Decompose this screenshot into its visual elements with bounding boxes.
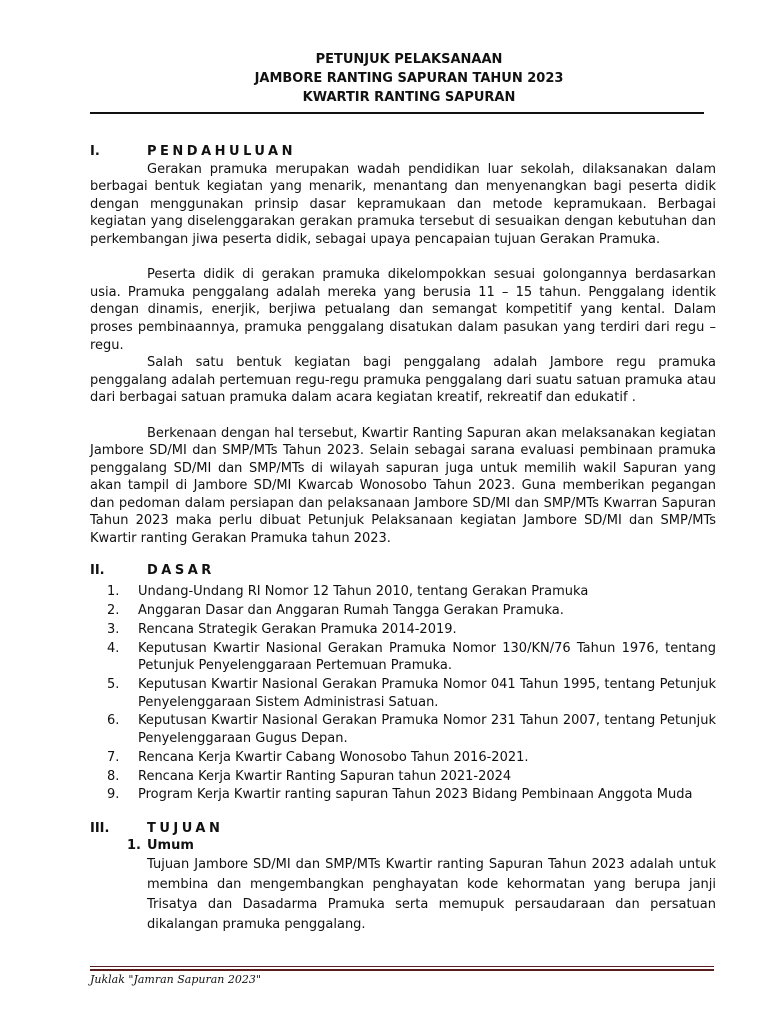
- list-item-text: Rencana Strategik Gerakan Pramuka 2014-2019.: [138, 621, 457, 637]
- title-line-3: KWARTIR RANTING SAPURAN: [302, 90, 516, 105]
- list-item-text: Program Kerja Kwartir ranting sapuran Tahun 2023 Bidang Pembinaan Anggota Muda: [138, 787, 693, 803]
- section-heading-pendahuluan: [90, 143, 716, 161]
- legal-basis-list: [90, 583, 716, 804]
- paragraph: Berkenaan dengan hal tersebut, Kwartir Ranting Sapuran akan melaksanakan kegiatan Jambore SD/MI dan SMP/MTs Tahun 2023. Selain sebagai sarana evaluasi pembinaan pramuka penggalang SD/MI dan SMP/MTs di wilayah sapuran juga untuk memilih wakil Sapuran yang akan tampil di Jambore SD/MI Kwarcab Wonosobo Tahun 2023. Guna memberikan pegangan dan pedoman dalam persiapan dan pelaksanaan Jambore SD/MI dan SMP/MTs Kwarran Sapuran Tahun 2023 maka perlu dibuat Petunjuk Pelaksanaan kegiatan Jambore SD/MI dan SMP/MTs Kwartir ranting Gerakan Pramuka tahun 2023.: [90, 425, 716, 547]
- paragraph: Salah satu bentuk kegiatan bagi penggalang adalah Jambore regu pramuka penggalang adalah pertemuan regu-regu pramuka penggalang dari suatu satuan pramuka atau dari berbagai satuan pramuka dalam acara kegiatan kreatif, rekreatif dan edukatif .: [90, 355, 716, 406]
- list-item-text: Undang-Undang RI Nomor 12 Tahun 2010, tentang Gerakan Pramuka: [138, 584, 589, 600]
- document-title: [0, 50, 768, 107]
- title-line-1: PETUNJUK PELAKSANAAN: [315, 52, 503, 67]
- list-item-text: Rencana Kerja Kwartir Cabang Wonosobo Tahun 2016-2021.: [138, 749, 529, 765]
- paragraph: Gerakan pramuka merupakan wadah pendidikan luar sekolah, dilaksanakan dalam berbagai bentuk kegiatan yang menarik, menantang dan menyenangkan bagi peserta didik dengan menggunakan prinsip dasar kepramukaan dan metode kepramukaan. Berbagai kegiatan yang diselenggarakan gerakan pramuka tersebut di sesuaikan dengan kebutuhan dan perkembangan jiwa peserta didik, sebagai upaya pencapaian tujuan Gerakan Pramuka.: [90, 161, 716, 247]
- list-item-number: 7.: [107, 749, 120, 765]
- list-item-number: 6.: [107, 713, 120, 729]
- list-item: [90, 786, 716, 804]
- list-item-number: 4.: [107, 640, 120, 656]
- list-item-text: Rencana Kerja Kwartir Ranting Sapuran tahun 2021-2024: [138, 768, 512, 784]
- footer-rule-thin: [90, 966, 714, 967]
- list-item: [90, 749, 716, 767]
- list-item-number: 3.: [107, 621, 120, 637]
- list-item: [90, 768, 716, 786]
- title-line-2: JAMBORE RANTING SAPURAN TAHUN 2023: [254, 71, 564, 86]
- section-number: II.: [90, 562, 105, 578]
- footer-label: Juklak "Jamran Sapuran 2023": [90, 973, 261, 986]
- document-body: [90, 143, 716, 935]
- section-heading-tujuan: [90, 820, 716, 838]
- section-heading-dasar: [90, 562, 716, 580]
- subsection-heading-umum: [90, 837, 716, 855]
- list-item-text: Keputusan Kwartir Nasional Gerakan Pramuka Nomor 041 Tahun 1995, tentang Petunjuk Penyelenggaraan Sistem Administrasi Satuan.: [138, 676, 716, 710]
- list-item-number: 9.: [107, 787, 120, 803]
- list-item-number: 5.: [107, 676, 120, 692]
- list-item-text: Keputusan Kwartir Nasional Gerakan Pramuka Nomor 130/KN/76 Tahun 1976, tentang Petunjuk Penyelenggaraan Pertemuan Pramuka.: [138, 640, 716, 674]
- list-item: [90, 640, 716, 675]
- paragraph: Peserta didik di gerakan pramuka dikelompokkan sesuai golongannya berdasarkan usia. Pramuka penggalang adalah mereka yang berusia 11 – 15 tahun. Penggalang identik dengan dinamis, enerjik, berjiwa petualang dan semangat kompetitif yang kental. Dalam proses pembinaannya, pramuka penggalang disatukan dalam pasukan yang terdiri dari regu – regu.: [90, 267, 716, 353]
- title-divider: [90, 112, 704, 114]
- list-item-text: Keputusan Kwartir Nasional Gerakan Pramuka Nomor 231 Tahun 2007, tentang Petunjuk Penyelenggaraan Gugus Depan.: [138, 713, 716, 746]
- subsection-number: 1.: [127, 838, 141, 854]
- paragraph: Tujuan Jambore SD/MI dan SMP/MTs Kwartir ranting Sapuran Tahun 2023 adalah untuk membina dan mengembangkan penghayatan kode kehormatan yang berupa janji Trisatya dan Dasadarma Pramuka serta memupuk persaudaraan dan persatuan dikalangan pramuka penggalang.: [147, 857, 716, 933]
- list-item-number: 2.: [107, 603, 120, 619]
- list-item: [90, 621, 716, 639]
- list-item-number: 1.: [107, 584, 120, 600]
- list-item: [90, 583, 716, 601]
- section-title: PENDAHULUAN: [147, 144, 296, 159]
- section-number: I.: [90, 144, 100, 159]
- list-item: [90, 676, 716, 711]
- subsection-title: Umum: [147, 838, 194, 854]
- section-title: DASAR: [147, 562, 215, 578]
- section-number: III.: [90, 820, 110, 836]
- footer-rule-thick: [90, 969, 714, 971]
- list-item-number: 8.: [107, 768, 120, 784]
- list-item: [90, 602, 716, 620]
- list-item: [90, 712, 716, 747]
- list-item-text: Anggaran Dasar dan Anggaran Rumah Tangga Gerakan Pramuka.: [138, 603, 564, 619]
- section-title: TUJUAN: [147, 820, 224, 836]
